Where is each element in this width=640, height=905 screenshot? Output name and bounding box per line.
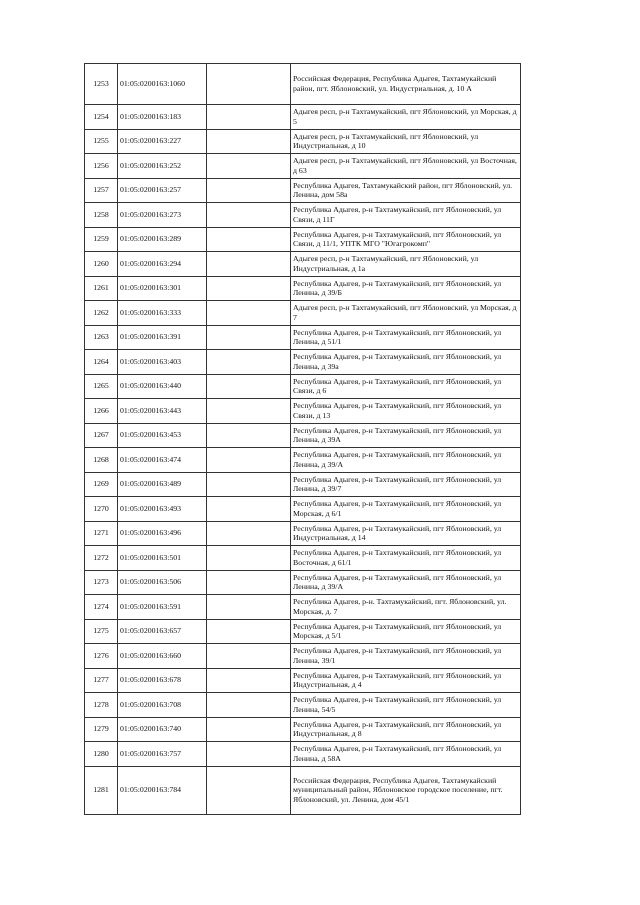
empty-cell: [207, 350, 291, 375]
empty-cell: [207, 693, 291, 718]
empty-cell: [207, 717, 291, 742]
address-cell: Республика Адыгея, р-н Тахтамукайский, пгт Яблоновский, ул Индустриальная, д 8: [291, 717, 521, 742]
row-number-cell: 1280: [85, 742, 118, 767]
address-cell: Адыгея респ, р-н Тахтамукайский, пгт Яблоновский, ул Морская, д 5: [291, 105, 521, 130]
empty-cell: [207, 203, 291, 228]
empty-cell: [207, 448, 291, 473]
row-number-cell: 1274: [85, 595, 118, 620]
empty-cell: [207, 668, 291, 693]
cadastral-number-cell: 01:05:0200163:252: [118, 154, 207, 179]
empty-cell: [207, 64, 291, 105]
address-cell: Республика Адыгея, р-н Тахтамукайский, пгт Яблоновский, ул Морская, д 5/1: [291, 619, 521, 644]
table-row: [85, 203, 521, 228]
table-row: [85, 595, 521, 620]
table-row: [85, 374, 521, 399]
cadastral-number-cell: 01:05:0200163:257: [118, 178, 207, 203]
row-number-cell: 1272: [85, 546, 118, 571]
address-cell: Республика Адыгея, р-н Тахтамукайский, пгт Яблоновский, ул Связи, д 11/1, УПТК МГО "Югагрокомп": [291, 227, 521, 252]
address-cell: Республика Адыгея, р-н Тахтамукайский, пгт Яблоновский, ул Ленина, д 58А: [291, 742, 521, 767]
cadastral-number-cell: 01:05:0200163:708: [118, 693, 207, 718]
table-row: [85, 399, 521, 424]
row-number-cell: 1268: [85, 448, 118, 473]
cadastral-number-cell: 01:05:0200163:757: [118, 742, 207, 767]
cadastral-number-cell: 01:05:0200163:294: [118, 252, 207, 277]
address-cell: Адыгея респ, р-н Тахтамукайский, пгт Яблоновский, ул Морская, д 7: [291, 301, 521, 326]
table-row: [85, 546, 521, 571]
address-cell: Республика Адыгея, р-н Тахтамукайский, пгт Яблоновский, ул Ленина, д 39/7: [291, 472, 521, 497]
empty-cell: [207, 472, 291, 497]
row-number-cell: 1264: [85, 350, 118, 375]
cadastral-number-cell: 01:05:0200163:678: [118, 668, 207, 693]
table-row: [85, 668, 521, 693]
row-number-cell: 1261: [85, 276, 118, 301]
address-cell: Республика Адыгея, р-н Тахтамукайский, пгт Яблоновский, ул Ленина, д 39/Б: [291, 276, 521, 301]
empty-cell: [207, 423, 291, 448]
address-cell: Республика Адыгея, р-н Тахтамукайский, пгт Яблоновский, ул Связи, д 13: [291, 399, 521, 424]
row-number-cell: 1275: [85, 619, 118, 644]
empty-cell: [207, 374, 291, 399]
row-number-cell: 1259: [85, 227, 118, 252]
table-row: [85, 742, 521, 767]
table-row: [85, 448, 521, 473]
address-cell: Республика Адыгея, р-н Тахтамукайский, пгт Яблоновский, ул Восточная, д 61/1: [291, 546, 521, 571]
cadastral-number-cell: 01:05:0200163:474: [118, 448, 207, 473]
row-number-cell: 1276: [85, 644, 118, 669]
cadastral-number-cell: 01:05:0200163:506: [118, 570, 207, 595]
address-cell: Республика Адыгея, р-н Тахтамукайский, пгт Яблоновский, ул Ленина, 54/5: [291, 693, 521, 718]
empty-cell: [207, 766, 291, 814]
cadastral-number-cell: 01:05:0200163:784: [118, 766, 207, 814]
row-number-cell: 1277: [85, 668, 118, 693]
empty-cell: [207, 497, 291, 522]
empty-cell: [207, 570, 291, 595]
cadastral-number-cell: 01:05:0200163:591: [118, 595, 207, 620]
row-number-cell: 1254: [85, 105, 118, 130]
empty-cell: [207, 129, 291, 154]
empty-cell: [207, 325, 291, 350]
table-row: [85, 64, 521, 105]
cadastral-number-cell: 01:05:0200163:453: [118, 423, 207, 448]
table-row: [85, 154, 521, 179]
row-number-cell: 1271: [85, 521, 118, 546]
row-number-cell: 1270: [85, 497, 118, 522]
row-number-cell: 1278: [85, 693, 118, 718]
address-cell: Адыгея респ, р-н Тахтамукайский, пгт Яблоновский, ул Индустриальная, д 10: [291, 129, 521, 154]
address-cell: Адыгея респ, р-н Тахтамукайский, пгт Яблоновский, ул Индустриальная, д 1а: [291, 252, 521, 277]
table-row: [85, 570, 521, 595]
table-row: [85, 521, 521, 546]
row-number-cell: 1266: [85, 399, 118, 424]
cadastral-number-cell: 01:05:0200163:443: [118, 399, 207, 424]
table-row: [85, 644, 521, 669]
cadastral-number-cell: 01:05:0200163:391: [118, 325, 207, 350]
address-cell: Республика Адыгея, р-н Тахтамукайский, пгт Яблоновский, ул Ленина, д 51/1: [291, 325, 521, 350]
table-row: [85, 472, 521, 497]
empty-cell: [207, 742, 291, 767]
row-number-cell: 1265: [85, 374, 118, 399]
cadastral-number-cell: 01:05:0200163:496: [118, 521, 207, 546]
table-row: [85, 178, 521, 203]
cadastral-number-cell: 01:05:0200163:403: [118, 350, 207, 375]
empty-cell: [207, 105, 291, 130]
address-cell: Республика Адыгея, Тахтамукайский район, пгт Яблоновский, ул. Ленина, дом 58а: [291, 178, 521, 203]
table-row: [85, 276, 521, 301]
cadastral-number-cell: 01:05:0200163:227: [118, 129, 207, 154]
table-row: [85, 301, 521, 326]
cadastral-number-cell: 01:05:0200163:493: [118, 497, 207, 522]
address-cell: Республика Адыгея, р-н Тахтамукайский, пгт Яблоновский, ул Ленина, д 39А: [291, 423, 521, 448]
address-cell: Республика Адыгея, р-н Тахтамукайский, пгт Яблоновский, ул Связи, д 11Г: [291, 203, 521, 228]
row-number-cell: 1258: [85, 203, 118, 228]
row-number-cell: 1253: [85, 64, 118, 105]
empty-cell: [207, 546, 291, 571]
table-row: [85, 693, 521, 718]
cadastral-number-cell: 01:05:0200163:273: [118, 203, 207, 228]
empty-cell: [207, 595, 291, 620]
empty-cell: [207, 301, 291, 326]
empty-cell: [207, 178, 291, 203]
cadastral-number-cell: 01:05:0200163:289: [118, 227, 207, 252]
property-register-table: [84, 63, 521, 815]
cadastral-number-cell: 01:05:0200163:1060: [118, 64, 207, 105]
address-cell: Республика Адыгея, р-н. Тахтамукайский, пгт. Яблоновский, ул. Морская, д. 7: [291, 595, 521, 620]
address-cell: Адыгея респ, р-н Тахтамукайский, пгт Яблоновский, ул Восточная, д 63: [291, 154, 521, 179]
row-number-cell: 1279: [85, 717, 118, 742]
table-row: [85, 227, 521, 252]
row-number-cell: 1267: [85, 423, 118, 448]
address-cell: Республика Адыгея, р-н Тахтамукайский, пгт Яблоновский, ул Индустриальная, д 14: [291, 521, 521, 546]
table-row: [85, 497, 521, 522]
row-number-cell: 1257: [85, 178, 118, 203]
address-cell: Российская Федерация, Республика Адыгея, Тахтамукайский район, пгт. Яблоновский, ул. Индустриальная, д. 10 А: [291, 64, 521, 105]
row-number-cell: 1269: [85, 472, 118, 497]
address-cell: Республика Адыгея, р-н Тахтамукайский, пгт Яблоновский, ул Связи, д 6: [291, 374, 521, 399]
cadastral-number-cell: 01:05:0200163:301: [118, 276, 207, 301]
register-body: [85, 64, 521, 815]
cadastral-number-cell: 01:05:0200163:740: [118, 717, 207, 742]
address-cell: Республика Адыгея, р-н Тахтамукайский, пгт Яблоновский, ул Ленина, д 39/А: [291, 570, 521, 595]
empty-cell: [207, 154, 291, 179]
table-row: [85, 105, 521, 130]
empty-cell: [207, 619, 291, 644]
empty-cell: [207, 252, 291, 277]
empty-cell: [207, 276, 291, 301]
address-cell: Республика Адыгея, р-н Тахтамукайский, пгт Яблоновский, ул Ленина, д 39/А: [291, 448, 521, 473]
table-row: [85, 252, 521, 277]
address-cell: Республика Адыгея, р-н Тахтамукайский, пгт Яблоновский, ул Морская, д 6/1: [291, 497, 521, 522]
cadastral-number-cell: 01:05:0200163:501: [118, 546, 207, 571]
cadastral-number-cell: 01:05:0200163:333: [118, 301, 207, 326]
address-cell: Республика Адыгея, р-н Тахтамукайский, пгт Яблоновский, ул Ленина, 39/1: [291, 644, 521, 669]
row-number-cell: 1260: [85, 252, 118, 277]
cadastral-number-cell: 01:05:0200163:657: [118, 619, 207, 644]
table-row: [85, 129, 521, 154]
table-row: [85, 717, 521, 742]
cadastral-number-cell: 01:05:0200163:440: [118, 374, 207, 399]
row-number-cell: 1255: [85, 129, 118, 154]
row-number-cell: 1256: [85, 154, 118, 179]
row-number-cell: 1262: [85, 301, 118, 326]
cadastral-number-cell: 01:05:0200163:183: [118, 105, 207, 130]
cadastral-number-cell: 01:05:0200163:489: [118, 472, 207, 497]
empty-cell: [207, 644, 291, 669]
address-cell: Республика Адыгея, р-н Тахтамукайский, пгт Яблоновский, ул Индустриальная, д 4: [291, 668, 521, 693]
address-cell: Российская Федерация, Республика Адыгея, Тахтамукайский муниципальный район, Яблоновское городское поселение, пгт. Яблоновский, ул. Ленина, дом 45/1: [291, 766, 521, 814]
table-row: [85, 766, 521, 814]
table-row: [85, 350, 521, 375]
empty-cell: [207, 227, 291, 252]
empty-cell: [207, 521, 291, 546]
row-number-cell: 1263: [85, 325, 118, 350]
table-row: [85, 423, 521, 448]
table-row: [85, 325, 521, 350]
table-row: [85, 619, 521, 644]
empty-cell: [207, 399, 291, 424]
cadastral-number-cell: 01:05:0200163:660: [118, 644, 207, 669]
address-cell: Республика Адыгея, р-н Тахтамукайский, пгт Яблоновский, ул Ленина, д 39а: [291, 350, 521, 375]
row-number-cell: 1281: [85, 766, 118, 814]
row-number-cell: 1273: [85, 570, 118, 595]
